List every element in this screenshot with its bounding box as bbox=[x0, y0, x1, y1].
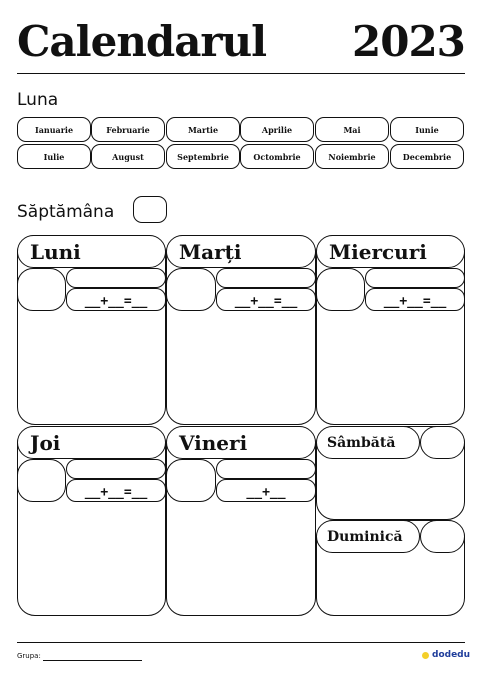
month-july[interactable]: Iulie bbox=[17, 144, 91, 169]
day-header-vineri bbox=[166, 426, 316, 459]
note-line-luni[interactable] bbox=[66, 268, 166, 288]
day-label-joi: Joi bbox=[30, 430, 61, 455]
sum-box-luni[interactable] bbox=[66, 288, 166, 311]
page-title: Calendarul bbox=[17, 17, 267, 66]
date-box-miercuri[interactable] bbox=[316, 268, 365, 311]
day-label-marti: Marți bbox=[179, 239, 242, 264]
brand-logo bbox=[422, 650, 470, 660]
date-box-joi[interactable] bbox=[17, 459, 66, 502]
sum-box-marti[interactable] bbox=[216, 288, 316, 311]
day-label-vineri: Vineri bbox=[179, 430, 248, 455]
week-section-label: Săptămâna bbox=[17, 202, 115, 222]
day-header-sambata bbox=[316, 426, 420, 459]
header-divider bbox=[17, 73, 465, 74]
note-line-marti[interactable] bbox=[216, 268, 316, 288]
month-may[interactable]: Mai bbox=[315, 117, 389, 142]
month-august[interactable]: August bbox=[91, 144, 165, 169]
sum-box-joi[interactable] bbox=[66, 479, 166, 502]
sum-text-joi: __+__=__ bbox=[84, 485, 148, 500]
date-box-luni[interactable] bbox=[17, 268, 66, 311]
day-header-luni bbox=[17, 235, 166, 268]
sum-text-miercuri: __+__=__ bbox=[383, 294, 447, 309]
day-header-joi bbox=[17, 426, 166, 459]
week-number-box[interactable] bbox=[133, 196, 167, 223]
month-november[interactable]: Noiembrie bbox=[315, 144, 389, 169]
sum-box-vineri[interactable] bbox=[216, 479, 316, 502]
group-input-line[interactable] bbox=[43, 660, 142, 661]
date-box-vineri[interactable] bbox=[166, 459, 216, 502]
note-line-vineri[interactable] bbox=[216, 459, 316, 479]
footer-divider bbox=[17, 642, 465, 643]
day-label-duminica: Duminică bbox=[327, 528, 403, 545]
sum-text-marti: __+__=__ bbox=[234, 294, 298, 309]
month-april[interactable]: Aprilie bbox=[240, 117, 314, 142]
month-february[interactable]: Februarie bbox=[91, 117, 165, 142]
month-september[interactable]: Septembrie bbox=[166, 144, 240, 169]
sum-text-luni: __+__=__ bbox=[84, 294, 148, 309]
day-header-marti bbox=[166, 235, 316, 268]
note-line-joi[interactable] bbox=[66, 459, 166, 479]
month-october[interactable]: Octombrie bbox=[240, 144, 314, 169]
month-january[interactable]: Ianuarie bbox=[17, 117, 91, 142]
sum-text-vineri: __+__ bbox=[246, 485, 286, 500]
date-box-sambata[interactable] bbox=[420, 426, 465, 459]
group-label: Grupa: bbox=[17, 652, 41, 660]
sum-box-miercuri[interactable] bbox=[365, 288, 465, 311]
month-march[interactable]: Martie bbox=[166, 117, 240, 142]
day-header-duminica bbox=[316, 520, 420, 553]
brand-name: dodedu bbox=[432, 650, 471, 660]
month-december[interactable]: Decembrie bbox=[390, 144, 464, 169]
month-section-label: Luna bbox=[17, 90, 59, 110]
date-box-marti[interactable] bbox=[166, 268, 216, 311]
year-label: 2023 bbox=[352, 17, 465, 66]
note-line-miercuri[interactable] bbox=[365, 268, 465, 288]
day-label-miercuri: Miercuri bbox=[329, 239, 427, 264]
brand-dot-icon bbox=[422, 652, 429, 659]
month-june[interactable]: Iunie bbox=[390, 117, 464, 142]
day-label-sambata: Sâmbătă bbox=[327, 434, 396, 451]
day-label-luni: Luni bbox=[30, 239, 81, 264]
date-box-duminica[interactable] bbox=[420, 520, 465, 553]
day-header-miercuri bbox=[316, 235, 465, 268]
